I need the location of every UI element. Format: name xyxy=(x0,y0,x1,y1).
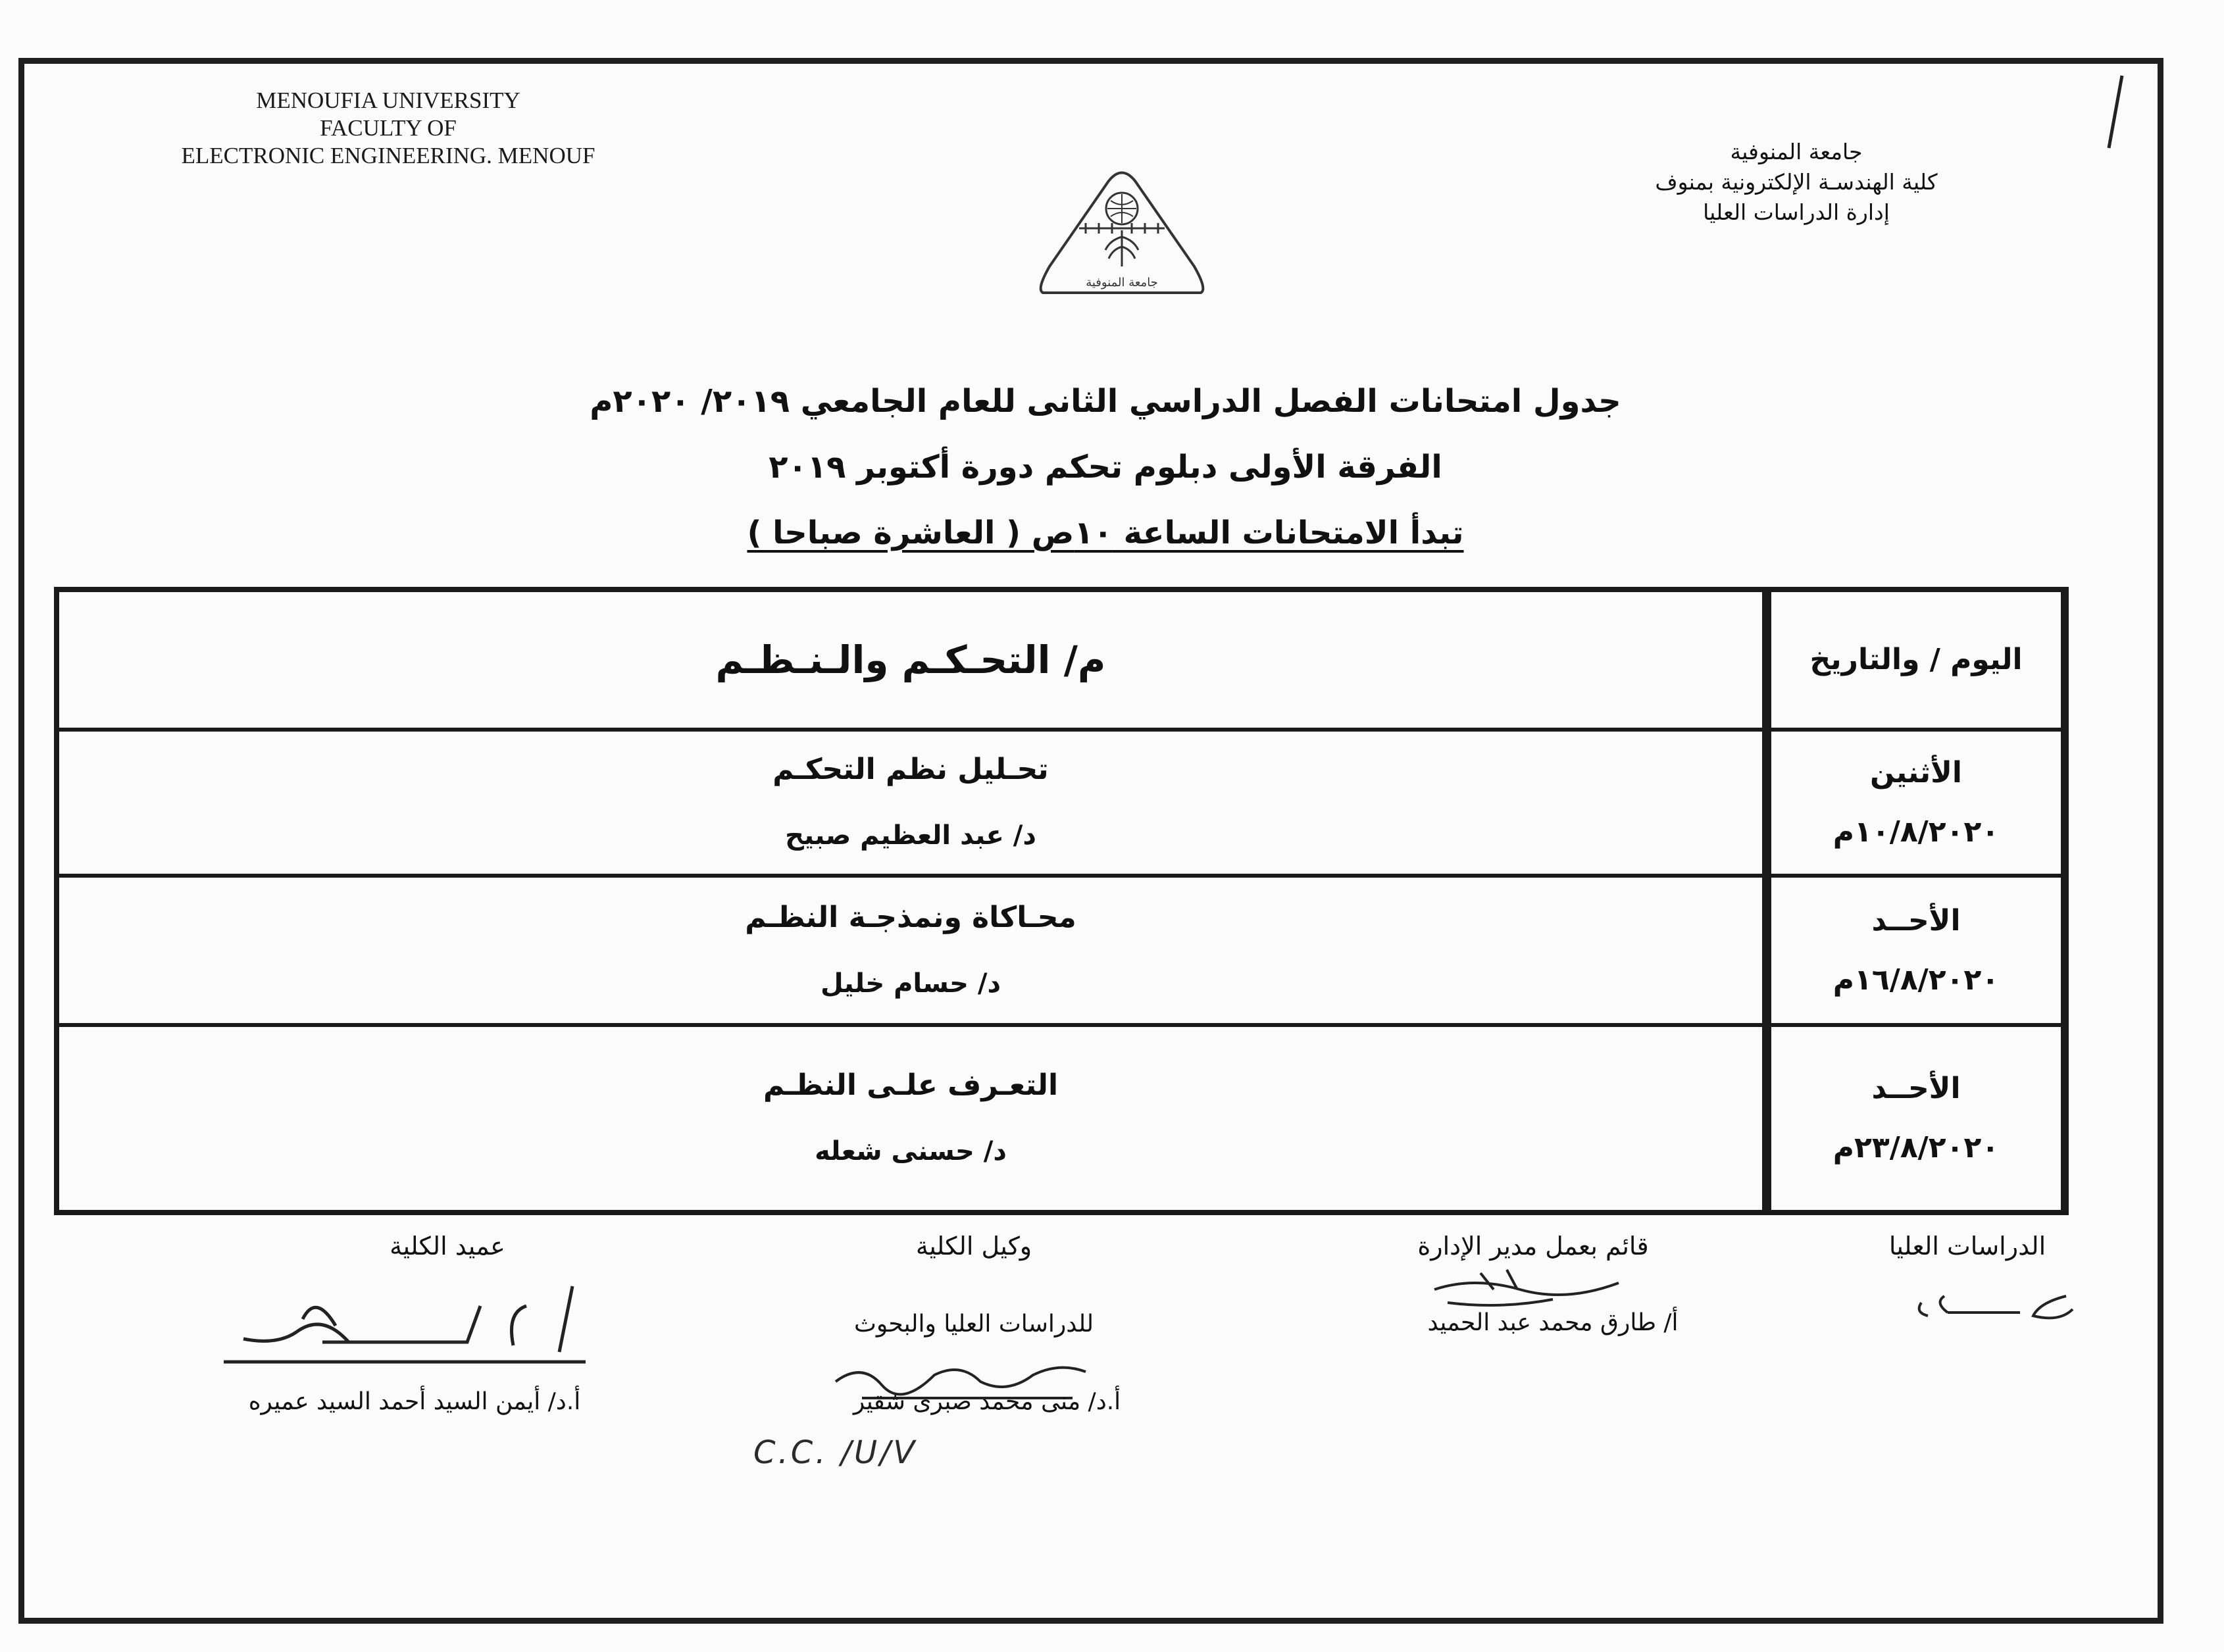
vice-dean-department: للدراسات العليا والبحوث xyxy=(853,1311,1094,1338)
university-name-ar: جامعة المنوفية xyxy=(1730,139,1863,164)
svg-text:جامعة المنوفية: جامعة المنوفية xyxy=(1086,276,1158,289)
exam-date: ٢٣/٨/٢٠٢٠م xyxy=(1832,1131,2000,1165)
course-name: تحـليل نظم التحكـم xyxy=(772,752,1049,786)
dean-name: أ.د/ أيمن السيد أحمد السيد عميره xyxy=(248,1388,581,1415)
day-date-header: اليوم / والتاريخ xyxy=(1762,592,2061,732)
course-doctor: د/ حسنى شعله xyxy=(815,1136,1007,1167)
table-row xyxy=(59,1027,2061,1210)
course-cell xyxy=(59,878,1762,1027)
faculty-name-ar: كلية الهندسـة الإلكترونية بمنوف xyxy=(1655,169,1938,195)
grad-studies-signature xyxy=(1908,1283,2079,1336)
handwritten-note: C.C. /U/V xyxy=(753,1434,918,1471)
pen-mark xyxy=(2102,72,2129,151)
university-name: MENOUFIA UNIVERSITY xyxy=(256,88,520,113)
schedule-title: جدول امتحانات الفصل الدراسي الثانى للعام الجامعي ٢٠١٩/ ٢٠٢٠م xyxy=(590,383,1621,420)
university-seal-icon xyxy=(1023,168,1221,299)
grad-studies-role: الدراسات العليا xyxy=(1888,1232,2046,1261)
course-doctor: د/ حسام خليل xyxy=(820,968,1001,999)
vice-dean-role: وكيل الكلية xyxy=(915,1232,1032,1261)
specialization-header: م/ التحـكـم والـنـظـم xyxy=(59,592,1762,732)
department-name-ar: إدارة الدراسات العليا xyxy=(1703,199,1890,225)
exam-start-time: تبدأ الامتحانات الساعة ١٠ص ( العاشرة صباحا ) xyxy=(747,514,1464,551)
exam-date: ١٦/٨/٢٠٢٠م xyxy=(1832,963,2000,997)
manager-name: أ/ طارق محمد عبد الحميد xyxy=(1427,1309,1679,1336)
day-date-cell xyxy=(1762,732,2061,878)
exam-schedule-table xyxy=(54,587,2069,1215)
faculty-label: FACULTY OF xyxy=(320,115,457,141)
table-row xyxy=(59,878,2061,1027)
course-cell xyxy=(59,732,1762,878)
vice-dean-name: أ.د/ منى محمد صبرى شقير xyxy=(853,1388,1121,1415)
day-name: الأثنين xyxy=(1870,755,1962,789)
schedule-subtitle: الفرقة الأولى دبلوم تحكم دورة أكتوبر ٢٠١٩ xyxy=(769,449,1442,486)
dean-signature xyxy=(217,1273,599,1378)
course-doctor: د/ عبد العظيم صبيح xyxy=(785,820,1036,851)
faculty-name: ELECTRONIC ENGINEERING. MENOUF xyxy=(181,143,595,168)
day-name: الأحــد xyxy=(1871,1072,1961,1106)
table-header-row xyxy=(59,592,2061,732)
day-name: الأحــد xyxy=(1871,903,1961,938)
day-date-cell xyxy=(1762,878,2061,1027)
day-date-cell xyxy=(1762,1027,2061,1210)
university-header-arabic xyxy=(1566,137,2027,228)
manager-role: قائم بعمل مدير الإدارة xyxy=(1417,1232,1649,1261)
course-name: محـاكاة ونمذجـة النظـم xyxy=(745,900,1076,934)
schedule-titles xyxy=(461,368,1750,566)
course-cell xyxy=(59,1027,1762,1210)
university-header-english xyxy=(158,87,619,170)
table-row xyxy=(59,732,2061,878)
manager-signature xyxy=(1421,1263,1658,1316)
dean-role: عميد الكلية xyxy=(390,1232,505,1261)
exam-date: ١٠/٨/٢٠٢٠م xyxy=(1832,814,2000,849)
course-name: التعـرف علـى النظـم xyxy=(763,1068,1059,1103)
